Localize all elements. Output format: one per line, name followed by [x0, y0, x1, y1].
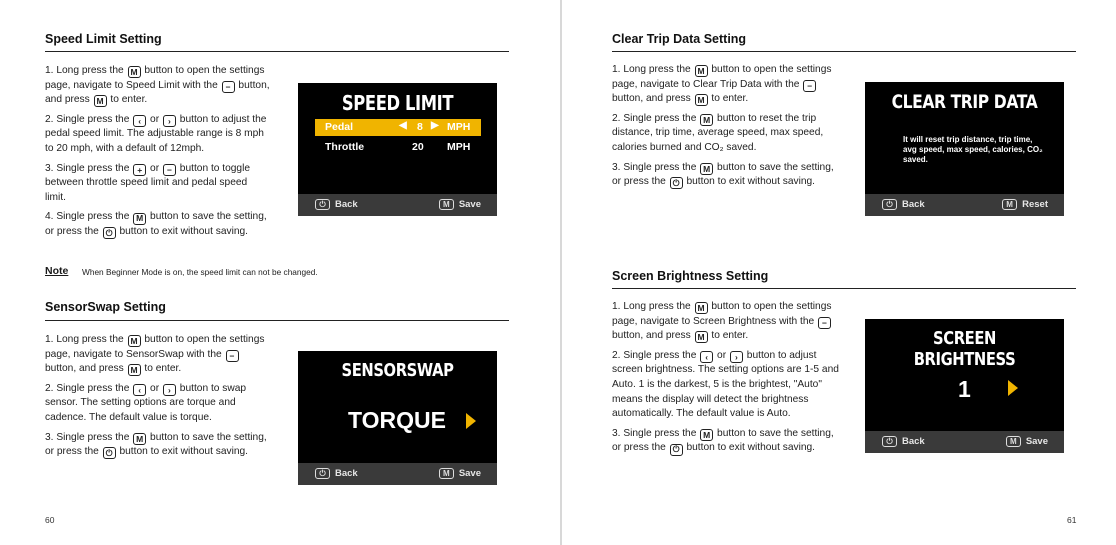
right-key-icon: ›	[730, 351, 743, 363]
left-arrow-icon: ◀	[399, 120, 407, 131]
minus-key-icon: −	[818, 317, 831, 329]
power-key-icon: ⏻	[882, 199, 897, 210]
menu-key-icon: M	[695, 331, 708, 343]
page-number: 61	[1067, 515, 1077, 525]
step-2: 2. Single press the ‹ or › button to swap sensor. The setting options are torque and cadence. The default value is torque.	[45, 382, 247, 423]
step-3: 3. Single press the M button to save the setting, or press the ⏻ button to exit without saving.	[612, 161, 834, 189]
power-key-icon: ⏻	[670, 444, 683, 456]
section-rule	[612, 288, 1076, 289]
speed-limit-steps	[45, 64, 270, 245]
left-key-icon: ‹	[700, 351, 713, 363]
brightness-screen	[865, 319, 1064, 453]
minus-key-icon: −	[803, 80, 816, 92]
screen-title: SPEED LIMIT	[341, 91, 454, 115]
right-key-icon: ›	[163, 384, 176, 396]
screen-footer	[298, 194, 497, 216]
menu-key-icon: M	[94, 95, 107, 107]
back-label: Back	[902, 436, 925, 447]
save-label: Save	[1025, 436, 1048, 447]
screen-title: CLEAR TRIP DATA	[891, 91, 1038, 113]
sensorswap-screen	[298, 351, 497, 485]
brightness-steps	[612, 300, 840, 461]
power-key-icon: ⏻	[103, 227, 116, 239]
clear-trip-heading: Clear Trip Data Setting	[612, 32, 747, 46]
back-label: Back	[335, 468, 358, 479]
step-1: 1. Long press the M button to open the settings page, navigate to SensorSwap with the − button, and press M to enter.	[45, 334, 265, 376]
menu-key-icon: M	[1006, 436, 1021, 447]
screen-footer	[298, 463, 497, 485]
menu-key-icon: M	[133, 213, 146, 225]
power-key-icon: ⏻	[670, 177, 683, 189]
back-label: Back	[902, 199, 925, 210]
minus-key-icon: −	[222, 81, 235, 93]
section-rule	[612, 51, 1076, 52]
step-1: 1. Long press the M button to open the settings page, navigate to Speed Limit with the − button, and press M to enter.	[45, 65, 270, 107]
screen-footer	[865, 431, 1064, 453]
section-rule	[45, 51, 509, 52]
save-label: Save	[458, 199, 481, 210]
minus-key-icon: −	[226, 350, 239, 362]
throttle-row: Throttle 20 MPH	[325, 141, 471, 153]
menu-key-icon: M	[700, 163, 713, 175]
step-1: 1. Long press the M button to open the settings page, navigate to Clear Trip Data with the − button, and press M to enter.	[612, 64, 832, 106]
speed-limit-screen	[298, 83, 497, 216]
brightness-value: 1	[958, 376, 971, 402]
menu-key-icon: M	[700, 429, 713, 441]
menu-key-icon: M	[439, 199, 454, 210]
power-key-icon: ⏻	[315, 199, 330, 210]
right-arrow-icon	[466, 413, 476, 434]
right-arrow-icon	[1008, 380, 1018, 401]
step-1: 1. Long press the M button to open the settings page, navigate to Screen Brightness with the − button, and press M to enter.	[612, 301, 832, 343]
menu-key-icon: M	[695, 94, 708, 106]
menu-key-icon: M	[128, 364, 141, 376]
pedal-row: Pedal ◀ 8 ▶ MPH	[315, 119, 481, 136]
right-key-icon: ›	[163, 115, 176, 127]
screen-title: SCREEN BRIGHTNESS	[913, 328, 1016, 370]
sensor-value: TORQUE	[348, 407, 446, 433]
power-key-icon: ⏻	[315, 468, 330, 479]
menu-key-icon: M	[1002, 199, 1017, 210]
step-3: 3. Single press the M button to save the setting, or press the ⏻ button to exit without saving.	[612, 427, 834, 455]
plus-key-icon: +	[133, 164, 146, 176]
speed-limit-heading: Speed Limit Setting	[45, 32, 162, 46]
save-label: Save	[458, 468, 481, 479]
menu-key-icon: M	[128, 66, 141, 78]
menu-key-icon: M	[439, 468, 454, 479]
menu-key-icon: M	[133, 433, 146, 445]
reset-message: It will reset trip distance, trip time, avg speed, max speed, calories, CO₂ saved.	[903, 135, 1043, 164]
menu-key-icon: M	[695, 65, 708, 77]
left-key-icon: ‹	[133, 115, 146, 127]
page-number: 60	[45, 515, 55, 525]
step-2: 2. Single press the ‹ or › button to adjust screen brightness. The setting options are 1-5 and Auto. 1 is the darkest, 5 is the brightest, "Auto" means the display will detect the brightness automatically. The default value is Auto.	[612, 349, 839, 420]
minus-key-icon: −	[163, 164, 176, 176]
section-rule	[45, 320, 509, 321]
left-key-icon: ‹	[133, 384, 146, 396]
sensorswap-heading: SensorSwap Setting	[45, 300, 166, 314]
back-label: Back	[335, 199, 358, 210]
brightness-heading: Screen Brightness Setting	[612, 269, 769, 283]
note-text: When Beginner Mode is on, the speed limit can not be changed.	[82, 267, 318, 277]
screen-footer	[865, 194, 1064, 216]
clear-trip-steps	[612, 63, 840, 195]
step-2: 2. Single press the ‹ or › button to adjust the pedal speed limit. The adjustable range is 8 mph to 20 mph, with a default of 12mph.	[45, 113, 267, 154]
reset-label: Reset	[1022, 199, 1048, 210]
right-page	[562, 0, 1116, 545]
sensorswap-steps	[45, 333, 270, 465]
menu-key-icon: M	[128, 335, 141, 347]
step-4: 4. Single press the M button to save the setting, or press the ⏻ button to exit without saving.	[45, 211, 267, 238]
power-key-icon: ⏻	[103, 447, 116, 459]
note-label: Note	[45, 265, 69, 277]
step-3: 3. Single press the + or − button to toggle between throttle speed limit and pedal speed limit.	[45, 162, 251, 203]
clear-trip-screen	[865, 82, 1064, 216]
menu-key-icon: M	[700, 114, 713, 126]
step-2: 2. Single press the M button to reset the trip distance, trip time, average speed, max speed, calories burned and CO₂ saved.	[612, 112, 824, 153]
step-3: 3. Single press the M button to save the setting, or press the ⏻ button to exit without saving.	[45, 431, 267, 459]
power-key-icon: ⏻	[882, 436, 897, 447]
menu-key-icon: M	[695, 302, 708, 314]
right-arrow-icon: ▶	[431, 120, 439, 131]
screen-title: SENSORSWAP	[341, 360, 454, 381]
